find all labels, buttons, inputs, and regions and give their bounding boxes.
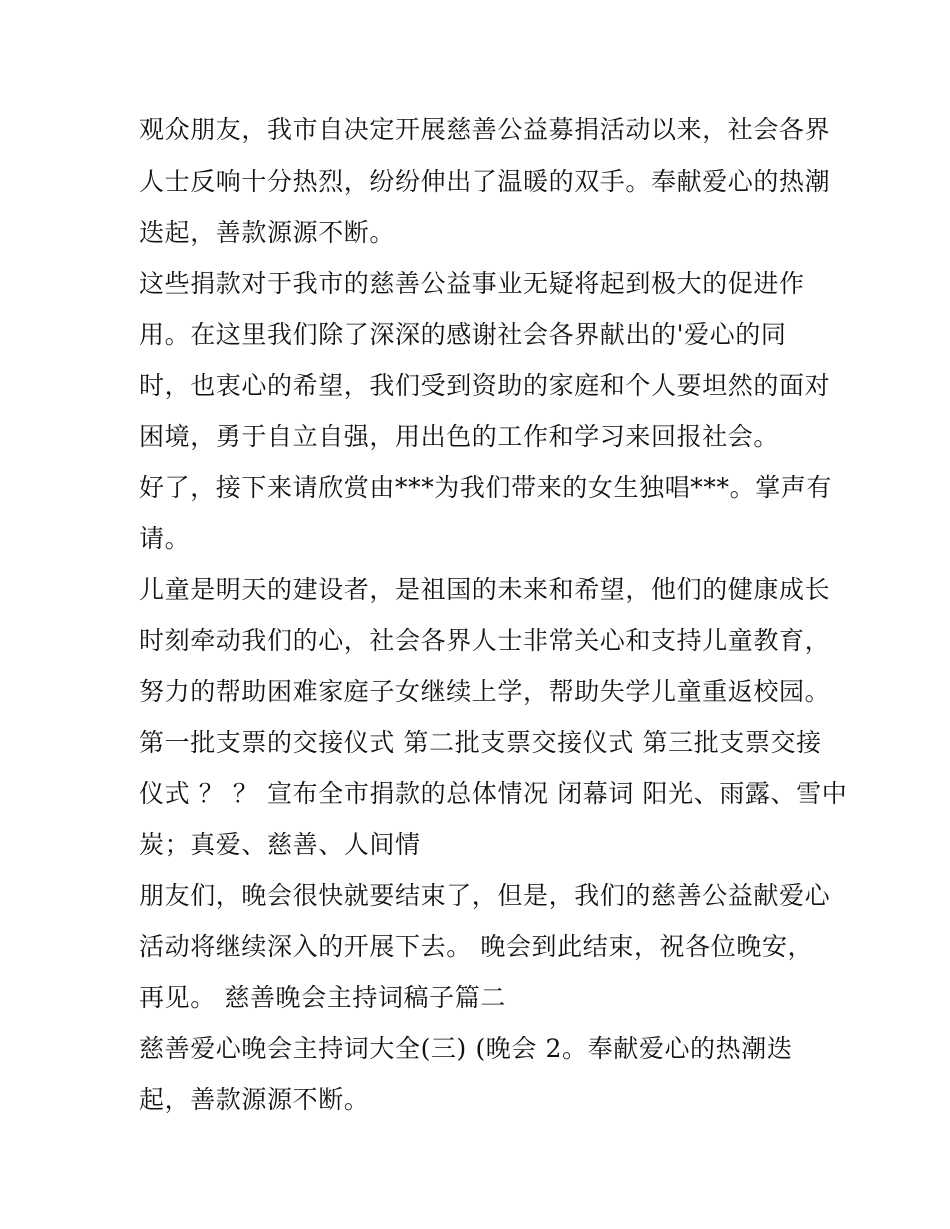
text-line: 请。 — [139, 524, 191, 553]
text-line: 再见。 慈善晚会主持词稿子篇二 — [139, 983, 506, 1012]
text-line: 困境，勇于自立自强，用出色的工作和学习来回报社会。 — [139, 422, 780, 451]
text-line: 第一批支票的交接仪式 第二批支票交接仪式 第三批支票交接 — [139, 728, 822, 757]
text-line: 仪式 ？ ？ 宣布全市捐款的总体情况 闭幕词 阳光、雨露、雪中 — [139, 779, 848, 808]
text-line: 儿童是明天的建设者，是祖国的未来和希望，他们的健康成长 — [139, 575, 831, 604]
text-line: 朋友们，晚会很快就要结束了，但是，我们的慈善公益献爱心 — [139, 881, 831, 910]
text-line: 迭起，善款源源不断。 — [139, 218, 396, 247]
text-line: 时，也衷心的希望，我们受到资助的家庭和个人要坦然的面对 — [139, 371, 831, 400]
text-line: 活动将继续深入的开展下去。 晚会到此结束，祝各位晚安， — [139, 932, 814, 961]
text-line: 慈善爱心晚会主持词大全(三) (晚会 2。奉献爱心的热潮迭 — [139, 1034, 793, 1063]
text-line: 炭；真爱、慈善、人间情 — [139, 830, 421, 859]
text-line: 努力的帮助困难家庭子女继续上学，帮助失学儿童重返校园。 — [139, 677, 831, 706]
text-line: 用。在这里我们除了深深的感谢社会各界献出的'爱心的同 — [139, 320, 787, 349]
text-line: 时刻牵动我们的心，社会各界人士非常关心和支持儿童教育， — [139, 626, 831, 655]
text-line: 人士反响十分热烈，纷纷伸出了温暖的双手。奉献爱心的热潮 — [139, 167, 831, 196]
text-line: 这些捐款对于我市的慈善公益事业无疑将起到极大的促进作 — [139, 269, 805, 298]
text-line: 起，善款源源不断。 — [139, 1085, 370, 1114]
text-line: 观众朋友，我市自决定开展慈善公益募捐活动以来，社会各界 — [139, 115, 831, 144]
text-line: 好了，接下来请欣赏由***为我们带来的女生独唱***。掌声有 — [139, 473, 833, 502]
